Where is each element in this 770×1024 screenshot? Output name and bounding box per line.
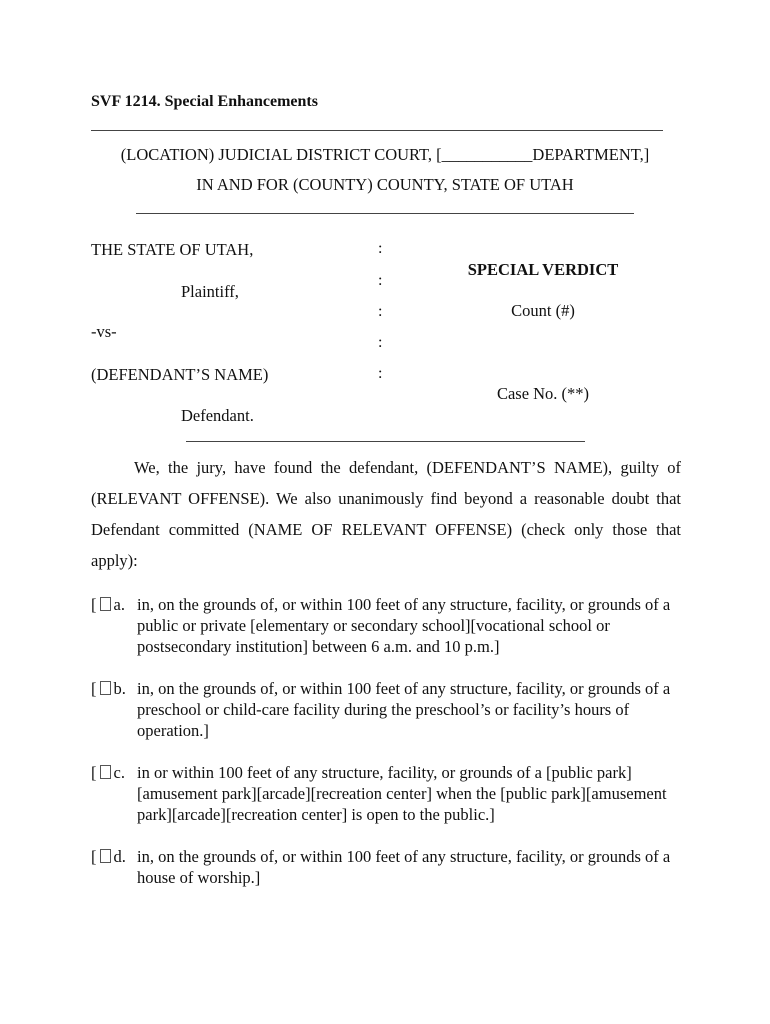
caption-colon: : xyxy=(378,365,383,382)
item-letter: b. xyxy=(113,679,126,698)
caption-defendant: Defendant. xyxy=(181,406,254,425)
caption-colon: : xyxy=(378,240,383,257)
checkbox-b[interactable] xyxy=(100,681,111,695)
list-item xyxy=(91,846,691,888)
item-bracket: [ xyxy=(91,595,97,614)
item-text: in or within 100 feet of any structure, facility, or grounds of a [public park][amusement park][arcade][recreation center] when the [public park][amusement park][arcade][recreation center] is open to the public.] xyxy=(137,763,667,824)
caption-colon: : xyxy=(378,334,383,351)
verdict-paragraph: We, the jury, have found the defendant, (DEFENDANT’S NAME), guilty of (RELEVANT OFFENSE). We also unanimously find beyond a reasonable doubt that Defendant committed (NAME OF RELEVANT OFFENSE) (check only those that apply): xyxy=(91,458,681,570)
court-jurisdiction-line: IN AND FOR (COUNTY) COUNTY, STATE OF UTAH xyxy=(196,175,574,194)
caption-colon: : xyxy=(378,303,383,320)
item-letter: c. xyxy=(113,763,125,782)
item-letter: a. xyxy=(113,595,125,614)
heading-rule xyxy=(136,213,634,214)
checkbox-a[interactable] xyxy=(100,597,111,611)
caption-vs: -vs- xyxy=(91,322,117,341)
checkbox-c[interactable] xyxy=(100,765,111,779)
case-number-label: Case No. (**) xyxy=(496,384,590,403)
caption-defendant-name: (DEFENDANT’S NAME) xyxy=(91,365,269,384)
caption-state: THE STATE OF UTAH, xyxy=(91,240,254,259)
checkbox-d[interactable] xyxy=(100,849,111,863)
caption-colon: : xyxy=(378,272,383,289)
count-label: Count (#) xyxy=(511,301,575,320)
item-bracket: [ xyxy=(91,847,97,866)
list-item xyxy=(91,594,691,657)
item-letter: d. xyxy=(113,847,126,866)
document-title: SVF 1214. Special Enhancements xyxy=(91,93,318,110)
title-rule xyxy=(91,130,663,131)
item-bracket: [ xyxy=(91,679,97,698)
special-verdict-heading: SPECIAL VERDICT xyxy=(467,260,619,279)
item-text: in, on the grounds of, or within 100 feet of any structure, facility, or grounds of a house of worship.] xyxy=(137,847,671,887)
caption-plaintiff: Plaintiff, xyxy=(181,282,239,301)
caption-rule xyxy=(186,441,585,442)
item-text: in, on the grounds of, or within 100 feet of any structure, facility, or grounds of a preschool or child-care facility during the preschool’s or facility’s hours of operation.] xyxy=(137,679,671,740)
item-bracket: [ xyxy=(91,763,97,782)
list-item xyxy=(91,762,691,825)
list-item xyxy=(91,678,691,741)
court-name-line: (LOCATION) JUDICIAL DISTRICT COURT, [___________DEPARTMENT,] xyxy=(120,145,650,164)
item-text: in, on the grounds of, or within 100 feet of any structure, facility, or grounds of a public or private [elementary or secondary school][vocational school or postsecondary institution] between 6 a.m. and 10 p.m.] xyxy=(137,595,671,656)
